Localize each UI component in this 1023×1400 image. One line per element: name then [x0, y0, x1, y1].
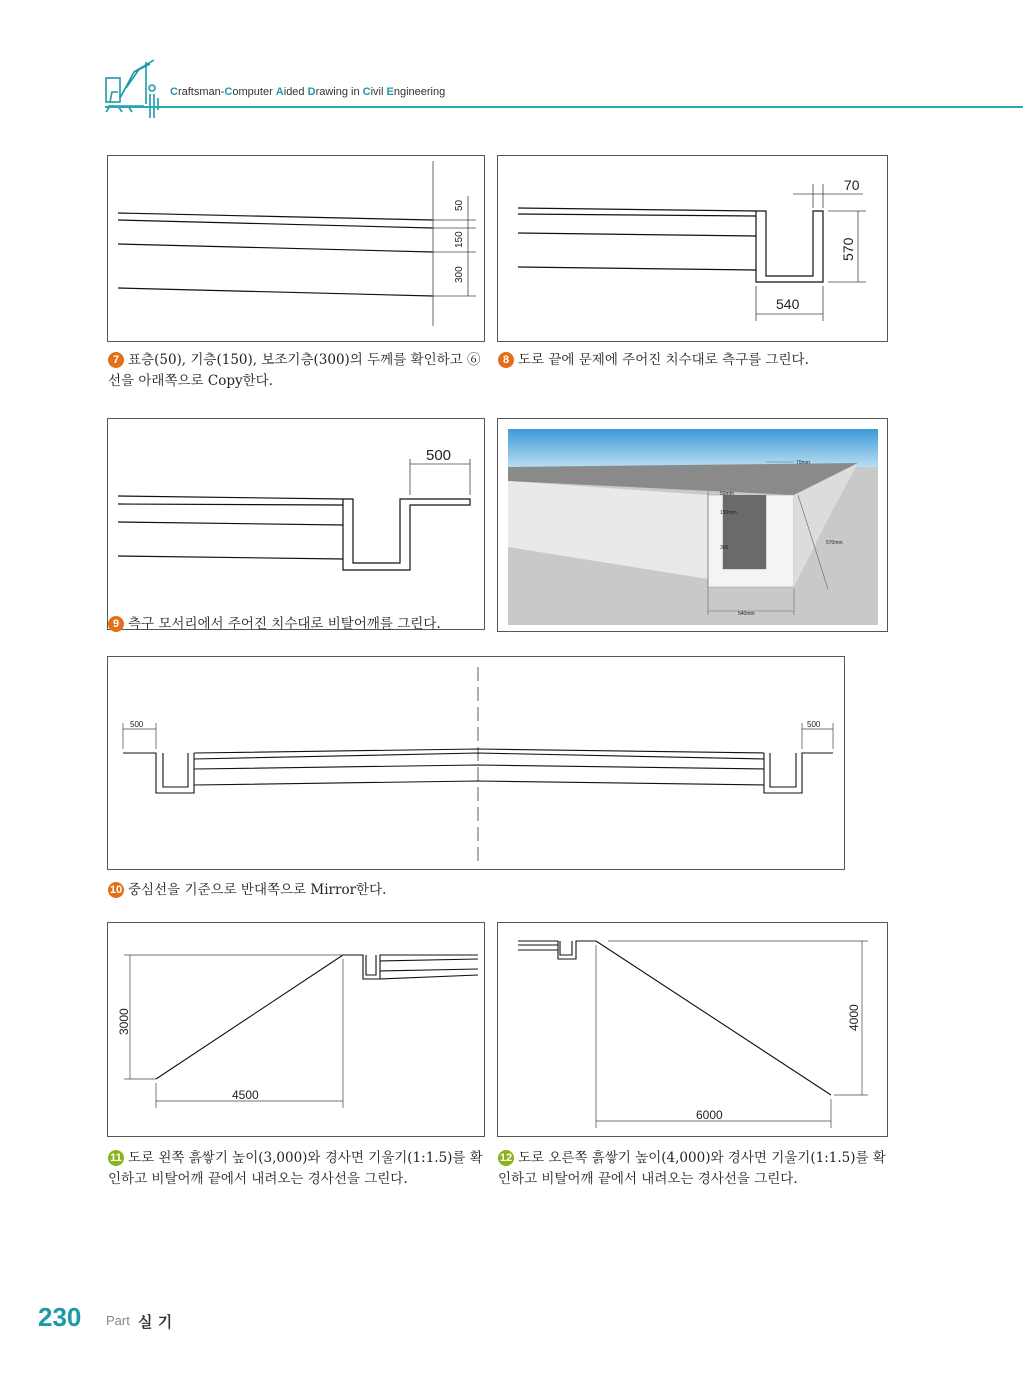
dim-50mm: 50mm — [720, 491, 734, 497]
dim-300: 300 — [720, 545, 729, 551]
crane-logo-icon — [104, 58, 170, 126]
figure-8-gutter — [497, 155, 888, 342]
step-number-badge: 7 — [108, 352, 124, 368]
dim-570: 570 — [840, 237, 856, 261]
caption-7 — [108, 350, 486, 392]
dim-300: 300 — [454, 266, 465, 283]
figure-12-right-slope — [497, 922, 888, 1137]
step-number-badge: 8 — [498, 352, 514, 368]
title-part: Craftsman- — [170, 86, 225, 98]
caption-text: 표층(50), 기층(150), 보조기층(300)의 두께를 확인하고 ⑥선을 아래쪽으로 Copy한다. — [108, 352, 481, 389]
dim-540mm: 540mm — [738, 611, 755, 617]
dim-6000: 6000 — [696, 1108, 723, 1122]
title-part: Drawing in — [307, 86, 363, 98]
title-part: Engineering — [386, 86, 446, 98]
figure-7-pavement-layers — [107, 155, 485, 342]
dim-540: 540 — [776, 296, 800, 312]
dim-3000: 3000 — [117, 1008, 131, 1035]
caption-10 — [108, 880, 808, 901]
caption-text: 중심선을 기준으로 반대쪽으로 Mirror한다. — [128, 882, 387, 898]
dim-500: 500 — [426, 447, 452, 464]
header-title — [170, 86, 445, 98]
caption-text: 도로 왼쪽 흙쌓기 높이(3,000)와 경사면 기울기(1:1.5)를 확인하고 비탈어깨 끝에서 내려오는 경사선을 그린다. — [108, 1150, 483, 1187]
page-number: 230 — [38, 1302, 82, 1332]
step-number-badge: 10 — [109, 884, 123, 896]
caption-text: 도로 오른쪽 흙쌓기 높이(4,000)와 경사면 기울기(1:1.5)를 확인하고 비탈어깨 끝에서 내려오는 경사선을 그린다. — [498, 1150, 886, 1187]
caption-text: 측구 모서리에서 주어진 치수대로 비탈어깨를 그린다. — [128, 616, 441, 632]
title-part: Aided — [275, 86, 308, 98]
figure-10-mirror — [107, 656, 845, 870]
step-number-badge: 11 — [108, 1150, 124, 1166]
header-rule — [105, 106, 1023, 108]
dim-70mm: 70mm — [796, 460, 810, 466]
title-part: Computer — [224, 86, 276, 98]
caption-12 — [498, 1148, 890, 1190]
figure-3d-render — [497, 418, 888, 632]
footer-part-label: Part — [106, 1313, 130, 1328]
caption-9 — [108, 614, 486, 635]
caption-8 — [498, 350, 890, 371]
figure-9-shoulder — [107, 418, 485, 630]
footer-section-title: 실 기 — [138, 1313, 173, 1331]
dim-150mm: 150mm — [720, 510, 737, 516]
dim-500-left: 500 — [130, 720, 144, 729]
dim-70: 70 — [844, 177, 860, 193]
dim-500-right: 500 — [807, 720, 821, 729]
dim-4500: 4500 — [232, 1088, 259, 1102]
caption-11 — [108, 1148, 486, 1190]
title-part: Civil — [362, 86, 387, 98]
dim-570mm: 570mm — [826, 540, 843, 546]
step-number-badge: 9 — [108, 616, 124, 632]
dim-150: 150 — [454, 231, 465, 248]
figure-11-left-slope — [107, 922, 485, 1137]
caption-text: 도로 끝에 문제에 주어진 치수대로 측구를 그린다. — [518, 352, 809, 368]
dim-50: 50 — [454, 199, 465, 211]
dim-4000: 4000 — [847, 1004, 861, 1031]
step-number-badge: 12 — [499, 1152, 513, 1164]
